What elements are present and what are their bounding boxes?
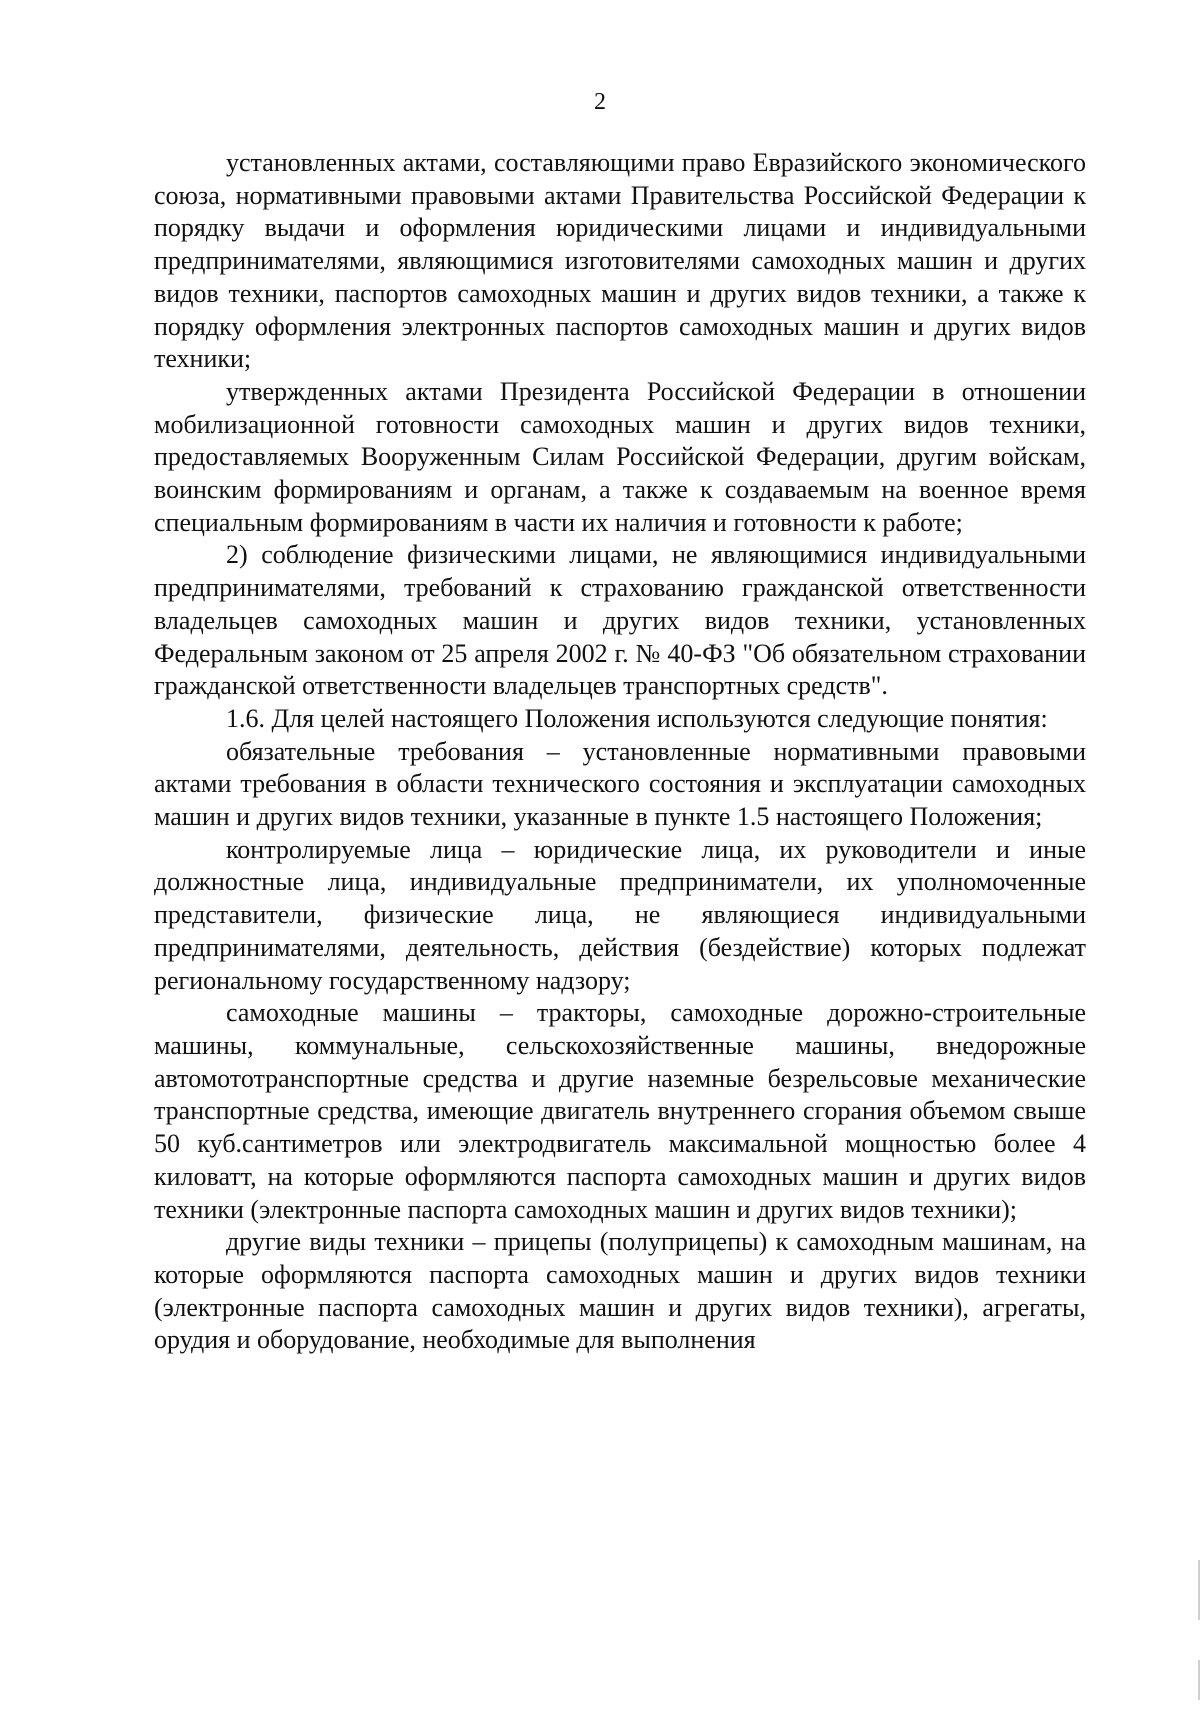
paragraph: утвержденных актами Президента Российской Федерации в отношении мобилизационной готовности самоходных машин и других видов техники, предоставляемых Вооруженным Силам Российской Федерации, другим войскам, воинским формированиям и органам, а также к создаваемым на военное время специальным формированиям в части их наличия и готовности к работе; — [154, 376, 1086, 537]
paragraph: обязательные требования – установленные нормативными правовыми актами требования в области технического состояния и эксплуатации самоходных машин и других видов техники, указанные в пункте 1.5 настоящего Положения; — [154, 736, 1086, 832]
paragraph: установленных актами, составляющими право Евразийского экономического союза, нормативными правовыми актами Правительства Российской Федерации к порядку выдачи и оформления юридическими лицами и индивидуальными предпринимателями, являющимися изготовителями самоходных машин и других видов техники, паспортов самоходных машин и других видов техники, а также к порядку оформления электронных паспортов самоходных машин и других видов техники; — [154, 148, 1086, 374]
document-body — [154, 147, 1086, 1357]
paragraph: контролируемые лица – юридические лица, их руководители и иные должностные лица, индивидуальные предприниматели, их уполномоченные представители, физические лица, не являющиеся индивидуальными предпринимателями, деятельность, действия (бездействие) которых подлежат региональному государственному надзору; — [154, 834, 1086, 995]
paragraph: другие виды техники – прицепы (полуприцепы) к самоходным машинам, на которые оформляются паспорта самоходных машин и других видов техники (электронные паспорта самоходных машин и других видов техники), агрегаты, орудия и оборудование, необходимые для выполнения — [154, 1227, 1086, 1355]
paragraph: 1.6. Для целей настоящего Положения используются следующие понятия: — [226, 703, 1048, 733]
paragraph: самоходные машины – тракторы, самоходные дорожно-строительные машины, коммунальные, сельскохозяйственные машины, внедорожные автомототранспортные средства и другие наземные безрельсовые механические транспортные средства, имеющие двигатель внутреннего сгорания объемом свыше 50 куб.сантиметров или электродвигатель максимальной мощностью более 4 киловатт, на которые оформляются паспорта самоходных машин и других видов техники (электронные паспорта самоходных машин и других видов техники); — [154, 998, 1086, 1224]
page-number: 2 — [594, 89, 606, 115]
paragraph: 2) соблюдение физическими лицами, не являющимися индивидуальными предпринимателями, требований к страхованию гражданской ответственности владельцев самоходных машин и других видов техники, установленных Федеральным законом от 25 апреля 2002 г. № 40-ФЗ "Об обязательном страховании гражданской ответственности владельцев транспортных средств". — [154, 540, 1086, 701]
